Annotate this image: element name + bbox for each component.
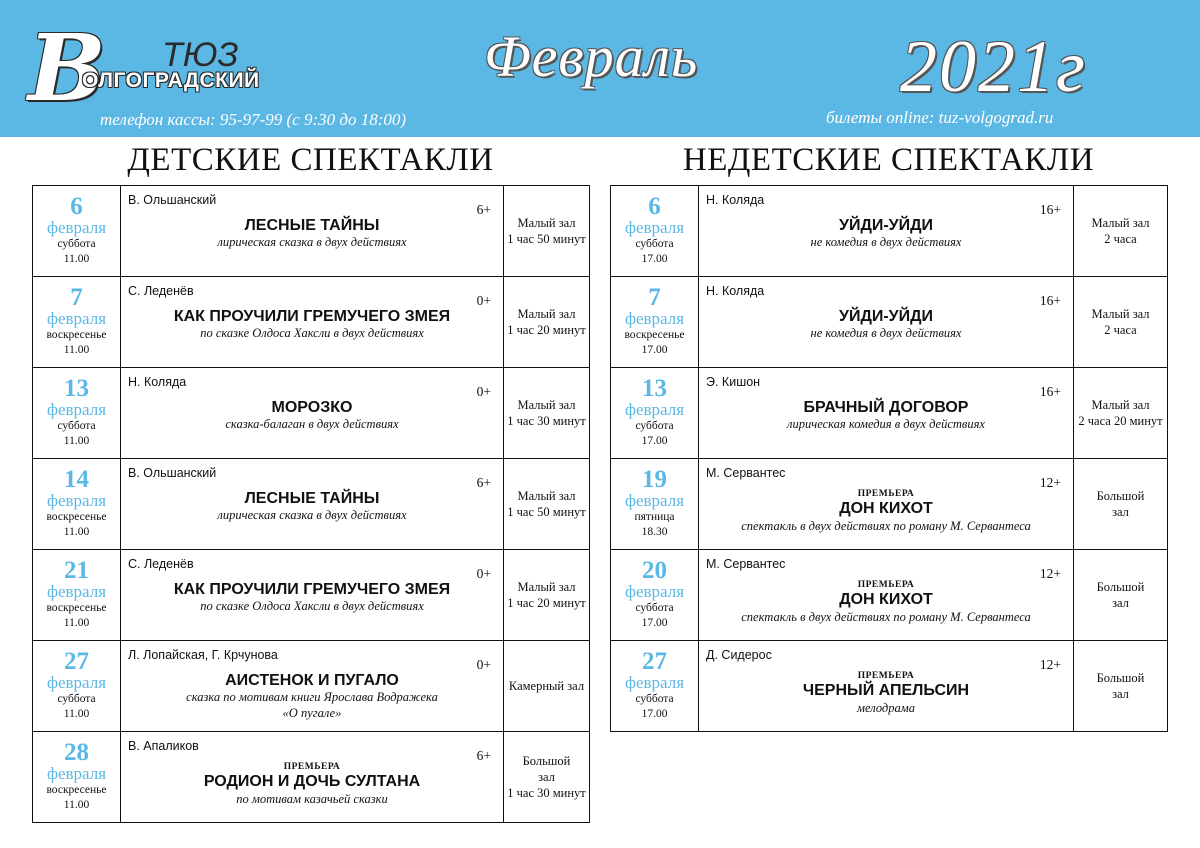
show-title: УЙДИ-УЙДИ [838, 308, 934, 325]
show-title: МОРОЗКО [271, 399, 353, 416]
schedule-row [33, 277, 590, 368]
date-weekday: суббота [57, 419, 96, 432]
show-title: УЙДИ-УЙДИ [838, 217, 934, 234]
date-weekday: суббота [635, 237, 674, 250]
header-banner [0, 0, 1200, 137]
show-time: 11.00 [63, 526, 90, 539]
date-day: 6 [70, 193, 83, 221]
hall-detail: 1 час 50 минут [507, 505, 586, 519]
age-rating: 6+ [476, 202, 491, 217]
show-author: В. Ольшанский [128, 193, 217, 207]
show-subtitle: по сказке Олдоса Хаксли в двух действиях [200, 599, 424, 614]
show-cell [121, 368, 504, 459]
premiere-badge: ПРЕМЬЕРА [857, 489, 915, 499]
date-day: 21 [64, 557, 89, 585]
date-cell [611, 550, 699, 641]
theatre-logo-letter: В [28, 14, 106, 122]
premiere-badge: ПРЕМЬЕРА [857, 671, 915, 681]
premiere-badge: ПРЕМЬЕРА [857, 580, 915, 590]
date-month: февраля [624, 673, 685, 693]
show-time: 17.00 [641, 617, 668, 630]
date-cell [33, 550, 121, 641]
hall-name: Малый зал [1091, 306, 1150, 321]
show-title: КАК ПРОУЧИЛИ ГРЕМУЧЕГО ЗМЕЯ [173, 581, 451, 598]
show-cell [699, 641, 1074, 732]
show-author: Н. Коляда [706, 193, 765, 207]
hall-name: Большой [522, 753, 571, 768]
show-cell [121, 277, 504, 368]
date-day: 20 [642, 557, 667, 585]
schedule-row [33, 641, 590, 732]
show-title: ЧЕРНЫЙ АПЕЛЬСИН [802, 682, 970, 700]
date-day: 13 [64, 375, 89, 403]
show-cell [699, 277, 1074, 368]
date-month: февраля [46, 582, 107, 602]
adult-schedule-table [610, 185, 1168, 732]
show-time: 11.00 [63, 344, 90, 357]
show-time: 18.30 [641, 526, 668, 539]
hall-name: Малый зал [517, 579, 576, 594]
year-title: 2021г [900, 26, 1087, 108]
date-weekday: воскресенье [46, 601, 107, 614]
date-weekday: суббота [635, 692, 674, 705]
show-title: РОДИОН И ДОЧЬ СУЛТАНА [203, 773, 421, 791]
age-rating: 0+ [476, 293, 491, 308]
schedule-row [611, 186, 1168, 277]
show-cell [121, 641, 504, 732]
date-cell [611, 641, 699, 732]
show-author: Д. Сидерос [706, 648, 772, 662]
show-author: Н. Коляда [706, 284, 765, 298]
hall-name: Малый зал [517, 488, 576, 503]
hall-duration: 1 час 30 минут [507, 786, 586, 801]
show-cell [699, 550, 1074, 641]
premiere-badge: ПРЕМЬЕРА [283, 762, 341, 772]
show-time: 11.00 [63, 617, 90, 630]
age-rating: 0+ [476, 657, 491, 672]
hall-detail: 1 час 30 минут [507, 414, 586, 428]
date-month: февраля [46, 309, 107, 329]
date-month: февраля [46, 491, 107, 511]
date-month: февраля [624, 218, 685, 238]
date-day: 7 [648, 284, 661, 312]
children-shows-title: ДЕТСКИЕ СПЕКТАКЛИ [127, 142, 494, 178]
hall-cell [1074, 277, 1168, 368]
show-title: ЛЕСНЫЕ ТАЙНЫ [244, 490, 380, 507]
show-cell [121, 186, 504, 277]
month-title: Февраль [484, 24, 699, 89]
show-subtitle: не комедия в двух действиях [810, 235, 962, 250]
hall-cell [1074, 641, 1168, 732]
date-month: февраля [46, 673, 107, 693]
date-month: февраля [624, 582, 685, 602]
show-time: 11.00 [63, 708, 90, 721]
hall-detail: 2 часа 20 минут [1078, 414, 1163, 428]
date-month: февраля [624, 491, 685, 511]
date-day: 7 [70, 284, 83, 312]
show-title: ЛЕСНЫЕ ТАЙНЫ [244, 217, 380, 234]
show-title: ДОН КИХОТ [839, 591, 933, 609]
show-time: 11.00 [63, 253, 90, 266]
date-weekday: суббота [635, 419, 674, 432]
date-cell [33, 186, 121, 277]
show-cell [121, 459, 504, 550]
hall-cell [504, 186, 590, 277]
date-weekday: воскресенье [46, 328, 107, 341]
show-title: БРАЧНЫЙ ДОГОВОР [803, 399, 969, 416]
age-rating: 12+ [1039, 475, 1061, 490]
hall-name: Малый зал [1091, 397, 1150, 412]
hall-detail: зал [1112, 687, 1129, 701]
date-day: 28 [64, 739, 89, 767]
show-time: 17.00 [641, 253, 668, 266]
show-cell [121, 732, 504, 823]
date-month: февраля [46, 218, 107, 238]
show-subtitle: сказка-балаган в двух действиях [225, 417, 399, 432]
hall-name: Большой [1096, 488, 1145, 503]
hall-name: Камерный зал [508, 678, 585, 693]
date-day: 14 [64, 466, 89, 494]
schedule-row [611, 550, 1168, 641]
children-schedule-table [32, 185, 590, 823]
date-cell [33, 277, 121, 368]
age-rating: 6+ [476, 475, 491, 490]
hall-cell [504, 368, 590, 459]
show-author: С. Леденёв [128, 284, 194, 298]
show-subtitle-2: «О пугале» [282, 705, 342, 720]
show-cell [121, 550, 504, 641]
date-weekday: воскресенье [46, 510, 107, 523]
age-rating: 0+ [476, 384, 491, 399]
show-time: 17.00 [641, 435, 668, 448]
hall-cell [504, 277, 590, 368]
date-month: февраля [624, 400, 685, 420]
date-month: февраля [624, 309, 685, 329]
schedule-row [611, 459, 1168, 550]
date-weekday: суббота [57, 692, 96, 705]
show-subtitle: лирическая сказка в двух действиях [217, 235, 407, 250]
show-title: КАК ПРОУЧИЛИ ГРЕМУЧЕГО ЗМЕЯ [173, 308, 451, 325]
hall-name: Малый зал [517, 215, 576, 230]
show-cell [699, 368, 1074, 459]
hall-cell [1074, 550, 1168, 641]
hall-cell [504, 550, 590, 641]
schedule-row [33, 732, 590, 823]
date-day: 6 [648, 193, 661, 221]
show-author: Л. Лопайская, Г. Крчунова [128, 648, 278, 662]
age-rating: 6+ [476, 748, 491, 763]
date-day: 13 [642, 375, 667, 403]
show-author: Э. Кишон [706, 375, 761, 389]
hall-name: Большой [1096, 579, 1145, 594]
show-author: В. Апаликов [128, 739, 199, 753]
show-time: 17.00 [641, 708, 668, 721]
hall-detail: зал [1112, 505, 1129, 519]
hall-cell [1074, 368, 1168, 459]
theatre-logo-city: ОЛГОГРАДСКИЙ [82, 69, 260, 92]
show-subtitle: спектакль в двух действиях по роману М. Сервантеса [741, 518, 1031, 533]
date-cell [611, 186, 699, 277]
show-cell [699, 459, 1074, 550]
date-cell [33, 368, 121, 459]
adult-shows-title: НЕДЕТСКИЕ СПЕКТАКЛИ [682, 142, 1095, 178]
show-author: М. Сервантес [706, 557, 786, 571]
box-office-phone: телефон кассы: 95-97-99 (с 9:30 до 18:00) [100, 110, 407, 129]
hall-name: Малый зал [517, 397, 576, 412]
date-day: 27 [64, 648, 89, 676]
hall-cell [504, 732, 590, 823]
hall-cell [504, 641, 590, 732]
schedule-row [33, 550, 590, 641]
show-cell [699, 186, 1074, 277]
show-author: С. Леденёв [128, 557, 194, 571]
schedule-row [611, 277, 1168, 368]
show-time: 11.00 [63, 435, 90, 448]
hall-name: Малый зал [1091, 215, 1150, 230]
hall-detail: 1 час 50 минут [507, 232, 586, 246]
show-subtitle: по сказке Олдоса Хаксли в двух действиях [200, 326, 424, 341]
date-day: 19 [642, 466, 667, 494]
age-rating: 0+ [476, 566, 491, 581]
hall-detail: 1 час 20 минут [507, 323, 586, 337]
hall-detail: 2 часа [1104, 323, 1137, 337]
age-rating: 12+ [1039, 657, 1061, 672]
date-cell [33, 641, 121, 732]
hall-name: Большой [1096, 670, 1145, 685]
hall-detail: зал [538, 769, 555, 784]
date-month: февраля [46, 764, 107, 784]
schedule-row [611, 641, 1168, 732]
hall-detail: зал [1112, 596, 1129, 610]
show-author: Н. Коляда [128, 375, 187, 389]
date-weekday: воскресенье [46, 783, 107, 796]
date-cell [611, 277, 699, 368]
date-cell [33, 732, 121, 823]
theatre-logo-abbr: ТЮЗ [162, 36, 239, 74]
hall-detail: 1 час 20 минут [507, 596, 586, 610]
age-rating: 16+ [1039, 384, 1061, 399]
show-time: 17.00 [641, 344, 668, 357]
date-weekday: суббота [57, 237, 96, 250]
show-title: АИСТЕНОК И ПУГАЛО [225, 672, 399, 689]
age-rating: 16+ [1039, 202, 1061, 217]
date-cell [33, 459, 121, 550]
online-tickets-link[interactable]: билеты online: tuz-volgograd.ru [826, 108, 1054, 127]
age-rating: 16+ [1039, 293, 1061, 308]
schedule-row [33, 459, 590, 550]
hall-cell [504, 459, 590, 550]
show-author: М. Сервантес [706, 466, 786, 480]
show-subtitle: по мотивам казачьей сказки [236, 791, 388, 806]
age-rating: 12+ [1039, 566, 1061, 581]
hall-cell [1074, 186, 1168, 277]
show-time: 11.00 [63, 799, 90, 812]
hall-cell [1074, 459, 1168, 550]
show-subtitle: сказка по мотивам книги Ярослава Водражека [186, 690, 438, 705]
date-weekday: пятница [634, 510, 675, 523]
date-month: февраля [46, 400, 107, 420]
show-title: ДОН КИХОТ [839, 500, 933, 518]
schedule-row [33, 186, 590, 277]
show-subtitle: мелодрама [857, 700, 915, 715]
show-subtitle: не комедия в двух действиях [810, 326, 962, 341]
date-weekday: воскресенье [624, 328, 685, 341]
date-day: 27 [642, 648, 667, 676]
show-subtitle: спектакль в двух действиях по роману М. Сервантеса [741, 609, 1031, 624]
hall-detail: 2 часа [1104, 232, 1137, 246]
schedule-row [611, 368, 1168, 459]
date-weekday: суббота [635, 601, 674, 614]
date-cell [611, 459, 699, 550]
show-subtitle: лирическая сказка в двух действиях [217, 508, 407, 523]
show-author: В. Ольшанский [128, 466, 217, 480]
show-subtitle: лирическая комедия в двух действиях [787, 417, 985, 432]
hall-name: Малый зал [517, 306, 576, 321]
schedule-row [33, 368, 590, 459]
date-cell [611, 368, 699, 459]
